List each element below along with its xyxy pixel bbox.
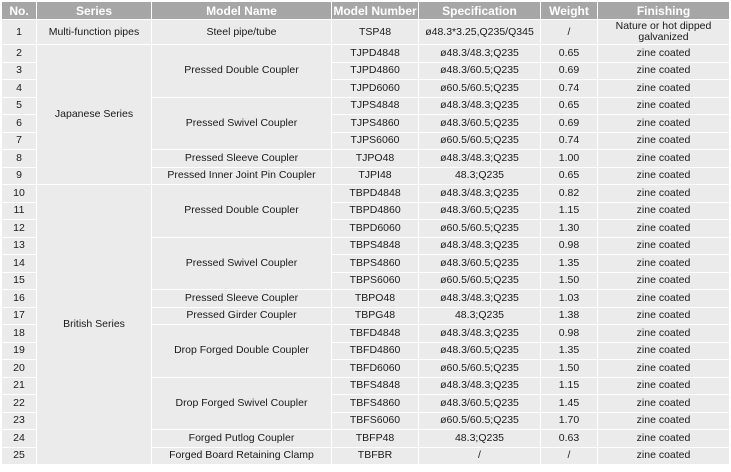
cell-finishing: zine coated xyxy=(598,62,730,80)
cell-finishing: zine coated xyxy=(598,132,730,150)
cell-model-number: TBPS6060 xyxy=(332,272,419,290)
cell-finishing: zine coated xyxy=(598,150,730,168)
table-row xyxy=(2,45,730,63)
cell-finishing: zine coated xyxy=(598,202,730,220)
cell-model-number: TJPD6060 xyxy=(332,80,419,98)
cell-specification: ø60.5/60.5;Q235 xyxy=(419,220,541,238)
cell-model-name: Forged Board Retaining Clamp xyxy=(152,447,332,465)
cell-finishing: zine coated xyxy=(598,272,730,290)
table-row xyxy=(2,185,730,203)
cell-model-number: TJPD4860 xyxy=(332,62,419,80)
cell-weight: 0.63 xyxy=(541,430,598,448)
cell-model-number: TBPO48 xyxy=(332,290,419,308)
cell-model-number: TJPS4860 xyxy=(332,115,419,133)
cell-specification: ø48.3/48.3;Q235 xyxy=(419,325,541,343)
cell-finishing: zine coated xyxy=(598,360,730,378)
cell-no: 5 xyxy=(2,97,37,115)
cell-specification: / xyxy=(419,447,541,465)
cell-model-number: TJPD4848 xyxy=(332,45,419,63)
cell-specification: 48.3;Q235 xyxy=(419,167,541,185)
cell-model-number: TBFD4848 xyxy=(332,325,419,343)
cell-no: 20 xyxy=(2,360,37,378)
cell-specification: ø48.3/48.3;Q235 xyxy=(419,377,541,395)
cell-finishing: zine coated xyxy=(598,237,730,255)
cell-no: 25 xyxy=(2,447,37,465)
cell-finishing: zine coated xyxy=(598,430,730,448)
table-row xyxy=(2,20,730,45)
cell-model-number: TBPD4848 xyxy=(332,185,419,203)
cell-specification: ø48.3/60.5;Q235 xyxy=(419,202,541,220)
header-row xyxy=(2,2,730,20)
cell-no: 23 xyxy=(2,412,37,430)
header-weight: Weight xyxy=(541,2,598,20)
cell-weight: 0.65 xyxy=(541,167,598,185)
cell-no: 7 xyxy=(2,132,37,150)
cell-weight: 0.74 xyxy=(541,132,598,150)
cell-no: 21 xyxy=(2,377,37,395)
cell-model-name: Pressed Sleeve Coupler xyxy=(152,150,332,168)
cell-model-number: TJPO48 xyxy=(332,150,419,168)
cell-finishing: zine coated xyxy=(598,220,730,238)
cell-weight: 0.98 xyxy=(541,325,598,343)
cell-specification: ø48.3/60.5;Q235 xyxy=(419,62,541,80)
cell-weight: 1.38 xyxy=(541,307,598,325)
cell-specification: ø48.3/60.5;Q235 xyxy=(419,395,541,413)
cell-model-name: Pressed Swivel Coupler xyxy=(152,97,332,150)
cell-no: 22 xyxy=(2,395,37,413)
cell-weight: 0.74 xyxy=(541,80,598,98)
cell-weight: 1.15 xyxy=(541,377,598,395)
cell-model-number: TBPS4860 xyxy=(332,255,419,273)
cell-model-name: Pressed Girder Coupler xyxy=(152,307,332,325)
cell-weight: 0.65 xyxy=(541,97,598,115)
cell-finishing: zine coated xyxy=(598,255,730,273)
cell-weight: 1.50 xyxy=(541,360,598,378)
cell-model-name: Pressed Double Coupler xyxy=(152,185,332,238)
cell-model-number: TBFD6060 xyxy=(332,360,419,378)
cell-model-name: Pressed Inner Joint Pin Coupler xyxy=(152,167,332,185)
cell-specification: ø48.3/48.3;Q235 xyxy=(419,45,541,63)
cell-specification: ø48.3*3.25,Q235/Q345 xyxy=(419,20,541,45)
cell-model-name: Steel pipe/tube xyxy=(152,20,332,45)
cell-specification: ø48.3/48.3;Q235 xyxy=(419,237,541,255)
cell-no: 18 xyxy=(2,325,37,343)
cell-weight: 1.03 xyxy=(541,290,598,308)
cell-no: 15 xyxy=(2,272,37,290)
cell-finishing: zine coated xyxy=(598,115,730,133)
cell-weight: 0.69 xyxy=(541,115,598,133)
cell-weight: 0.98 xyxy=(541,237,598,255)
cell-model-number: TBPG48 xyxy=(332,307,419,325)
cell-model-number: TBFS4860 xyxy=(332,395,419,413)
cell-model-name: Pressed Swivel Coupler xyxy=(152,237,332,290)
spec-table xyxy=(1,1,730,465)
cell-model-number: TJPS6060 xyxy=(332,132,419,150)
cell-finishing: zine coated xyxy=(598,80,730,98)
cell-model-number: TBPS4848 xyxy=(332,237,419,255)
cell-model-number: TBFD4860 xyxy=(332,342,419,360)
cell-model-number: TBPD6060 xyxy=(332,220,419,238)
cell-specification: ø48.3/60.5;Q235 xyxy=(419,255,541,273)
cell-finishing: zine coated xyxy=(598,97,730,115)
cell-specification: 48.3;Q235 xyxy=(419,430,541,448)
cell-model-number: TJPS4848 xyxy=(332,97,419,115)
cell-weight: / xyxy=(541,447,598,465)
cell-no: 11 xyxy=(2,202,37,220)
cell-model-number: TJPI48 xyxy=(332,167,419,185)
cell-model-name: Forged Putlog Coupler xyxy=(152,430,332,448)
cell-no: 14 xyxy=(2,255,37,273)
cell-specification: ø48.3/48.3;Q235 xyxy=(419,290,541,308)
cell-specification: ø60.5/60.5;Q235 xyxy=(419,272,541,290)
cell-model-name: Drop Forged Swivel Coupler xyxy=(152,377,332,430)
cell-no: 12 xyxy=(2,220,37,238)
cell-model-number: TSP48 xyxy=(332,20,419,45)
cell-no: 2 xyxy=(2,45,37,63)
cell-no: 4 xyxy=(2,80,37,98)
header-model-number: Model Number xyxy=(333,3,417,18)
cell-model-name: Drop Forged Double Coupler xyxy=(152,325,332,378)
cell-finishing: zine coated xyxy=(598,290,730,308)
cell-no: 17 xyxy=(2,307,37,325)
cell-weight: 1.50 xyxy=(541,272,598,290)
cell-no: 19 xyxy=(2,342,37,360)
cell-series: Japanese Series xyxy=(37,45,152,185)
header-series: Series xyxy=(37,2,152,20)
cell-finishing: zine coated xyxy=(598,412,730,430)
cell-finishing: zine coated xyxy=(598,45,730,63)
cell-weight: 1.35 xyxy=(541,342,598,360)
header-no: No. xyxy=(2,2,37,20)
cell-weight: 0.69 xyxy=(541,62,598,80)
cell-weight: 1.30 xyxy=(541,220,598,238)
cell-weight: 1.15 xyxy=(541,202,598,220)
cell-no: 9 xyxy=(2,167,37,185)
cell-finishing: zine coated xyxy=(598,325,730,343)
cell-specification: ø60.5/60.5;Q235 xyxy=(419,80,541,98)
cell-specification: ø48.3/48.3;Q235 xyxy=(419,150,541,168)
cell-no: 24 xyxy=(2,430,37,448)
cell-no: 1 xyxy=(2,20,37,45)
cell-no: 6 xyxy=(2,115,37,133)
cell-finishing: Nature or hot dipped galvanized xyxy=(598,20,730,45)
cell-model-number: TBFBR xyxy=(332,447,419,465)
cell-specification: ø48.3/48.3;Q235 xyxy=(419,185,541,203)
cell-weight: 1.45 xyxy=(541,395,598,413)
cell-model-number: TBFS4848 xyxy=(332,377,419,395)
cell-model-number: TBFS6060 xyxy=(332,412,419,430)
cell-finishing: zine coated xyxy=(598,377,730,395)
cell-no: 3 xyxy=(2,62,37,80)
cell-specification: 48.3;Q235 xyxy=(419,307,541,325)
cell-model-number: TBFP48 xyxy=(332,430,419,448)
cell-model-name: Pressed Sleeve Coupler xyxy=(152,290,332,308)
cell-no: 16 xyxy=(2,290,37,308)
cell-specification: ø48.3/60.5;Q235 xyxy=(419,342,541,360)
cell-no: 13 xyxy=(2,237,37,255)
cell-model-name: Pressed Double Coupler xyxy=(152,45,332,98)
cell-weight: 1.70 xyxy=(541,412,598,430)
cell-no: 8 xyxy=(2,150,37,168)
cell-finishing: zine coated xyxy=(598,395,730,413)
cell-specification: ø48.3/60.5;Q235 xyxy=(419,115,541,133)
cell-finishing: zine coated xyxy=(598,167,730,185)
cell-specification: ø60.5/60.5;Q235 xyxy=(419,132,541,150)
cell-finishing: zine coated xyxy=(598,447,730,465)
cell-model-number: TBPD4860 xyxy=(332,202,419,220)
header-model-name: Model Name xyxy=(152,2,332,20)
cell-weight: 1.00 xyxy=(541,150,598,168)
cell-series: Multi-function pipes xyxy=(37,20,152,45)
cell-weight: 0.82 xyxy=(541,185,598,203)
cell-finishing: zine coated xyxy=(598,307,730,325)
cell-series: British Series xyxy=(37,185,152,465)
cell-weight: 1.35 xyxy=(541,255,598,273)
cell-weight: 0.65 xyxy=(541,45,598,63)
cell-specification: ø60.5/60.5;Q235 xyxy=(419,360,541,378)
cell-finishing: zine coated xyxy=(598,342,730,360)
cell-weight: / xyxy=(541,20,598,45)
cell-specification: ø48.3/48.3;Q235 xyxy=(419,97,541,115)
cell-specification: ø60.5/60.5;Q235 xyxy=(419,412,541,430)
cell-no: 10 xyxy=(2,185,37,203)
cell-finishing: zine coated xyxy=(598,185,730,203)
header-finishing: Finishing xyxy=(598,2,730,20)
header-specification: Specification xyxy=(419,2,541,20)
